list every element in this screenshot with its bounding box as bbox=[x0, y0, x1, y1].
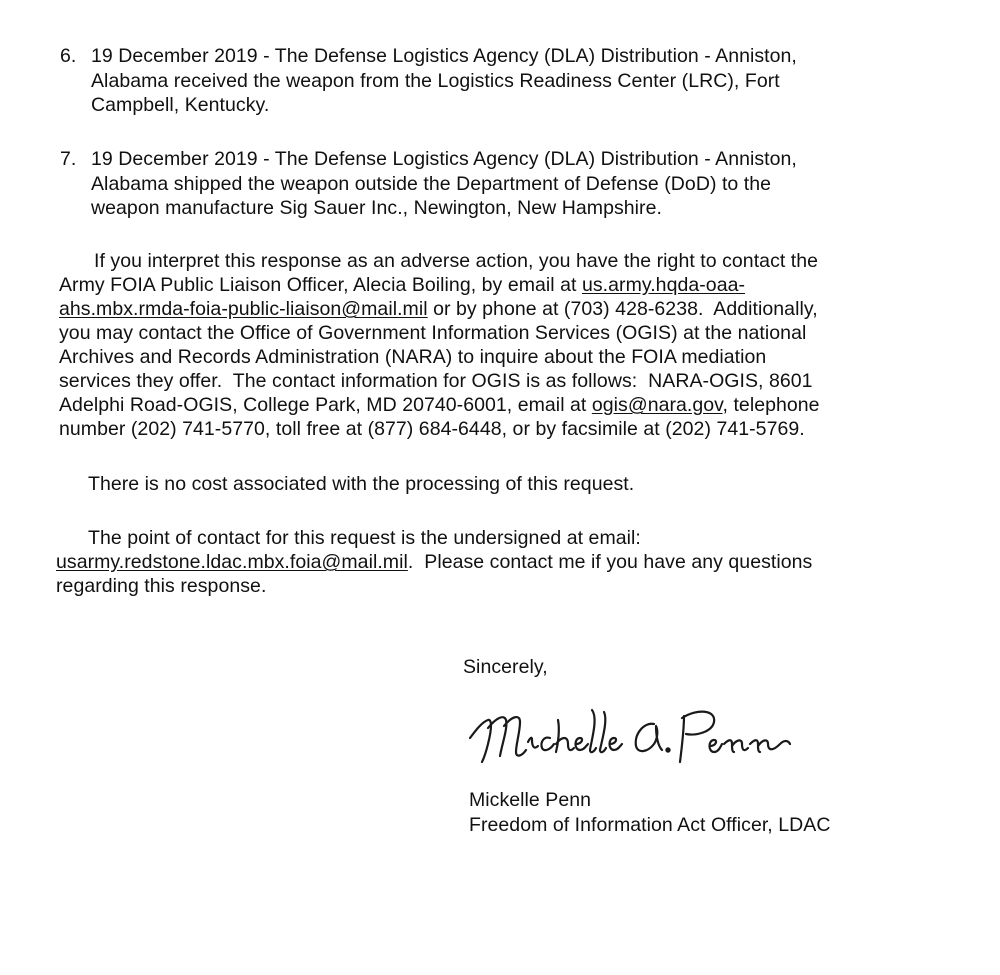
appeal-line-1: If you interpret this response as an adverse action, you have the right to contact the bbox=[94, 250, 819, 272]
item-6-line-1: 19 December 2019 - The Defense Logistics Agency (DLA) Distribution - Anniston, bbox=[91, 45, 797, 67]
item-7-line-1: 19 December 2019 - The Defense Logistics Agency (DLA) Distribution - Anniston, bbox=[91, 148, 797, 170]
appeal-line-2 bbox=[59, 274, 745, 297]
item-7-line-3: weapon manufacture Sig Sauer Inc., Newington, New Hampshire. bbox=[91, 197, 662, 219]
appeal-line-2-text: Army FOIA Public Liaison Officer, Alecia Boiling, by email at bbox=[59, 274, 582, 296]
appeal-line-7-text: Adelphi Road-OGIS, College Park, MD 20740-6001, email at bbox=[59, 394, 592, 416]
signature-icon bbox=[458, 700, 838, 780]
handwritten-signature bbox=[458, 700, 838, 780]
ogis-email-link[interactable]: ogis@nara.gov bbox=[591, 394, 723, 416]
appeal-line-3-text: or by phone at (703) 428-6238. Additionally, bbox=[427, 298, 818, 320]
contact-line-3: regarding this response. bbox=[56, 575, 267, 597]
salutation: Sincerely, bbox=[463, 656, 548, 678]
appeal-line-3 bbox=[59, 298, 818, 321]
appeal-line-8: number (202) 741-5770, toll free at (877) 684-6448, or by facsimile at (202) 741-5769. bbox=[59, 418, 805, 440]
foia-email-link[interactable]: usarmy.redstone.ldac.mbx.foia@mail.mil bbox=[56, 551, 408, 573]
appeal-line-7 bbox=[59, 394, 820, 417]
item-6-number: 6. bbox=[60, 45, 77, 67]
contact-line-2 bbox=[56, 551, 812, 574]
appeal-line-5: Archives and Records Administration (NARA) to inquire about the FOIA mediation bbox=[59, 346, 767, 368]
liaison-email-link-part-2[interactable]: ahs.mbx.rmda-foia-public-liaison@mail.mil bbox=[59, 298, 428, 320]
item-7-number: 7. bbox=[60, 148, 77, 170]
appeal-line-6: services they offer. The contact information for OGIS is as follows: NARA-OGIS, 8601 bbox=[59, 370, 813, 392]
signer-name: Mickelle Penn bbox=[469, 789, 592, 811]
signer-title: Freedom of Information Act Officer, LDAC bbox=[469, 814, 831, 836]
contact-line-1: The point of contact for this request is the undersigned at email: bbox=[88, 527, 641, 549]
item-7-line-2: Alabama shipped the weapon outside the Department of Defense (DoD) to the bbox=[91, 173, 772, 195]
appeal-line-4: you may contact the Office of Government Information Services (OGIS) at the national bbox=[59, 322, 807, 344]
liaison-email-link-part-1[interactable]: us.army.hqda-oaa- bbox=[581, 274, 746, 296]
appeal-line-7-tail: , telephone bbox=[722, 394, 820, 416]
contact-line-2-text: . Please contact me if you have any questions bbox=[407, 551, 813, 573]
item-6-line-2: Alabama received the weapon from the Logistics Readiness Center (LRC), Fort bbox=[91, 70, 780, 92]
cost-statement: There is no cost associated with the processing of this request. bbox=[88, 473, 635, 495]
item-6-line-3: Campbell, Kentucky. bbox=[91, 94, 270, 116]
